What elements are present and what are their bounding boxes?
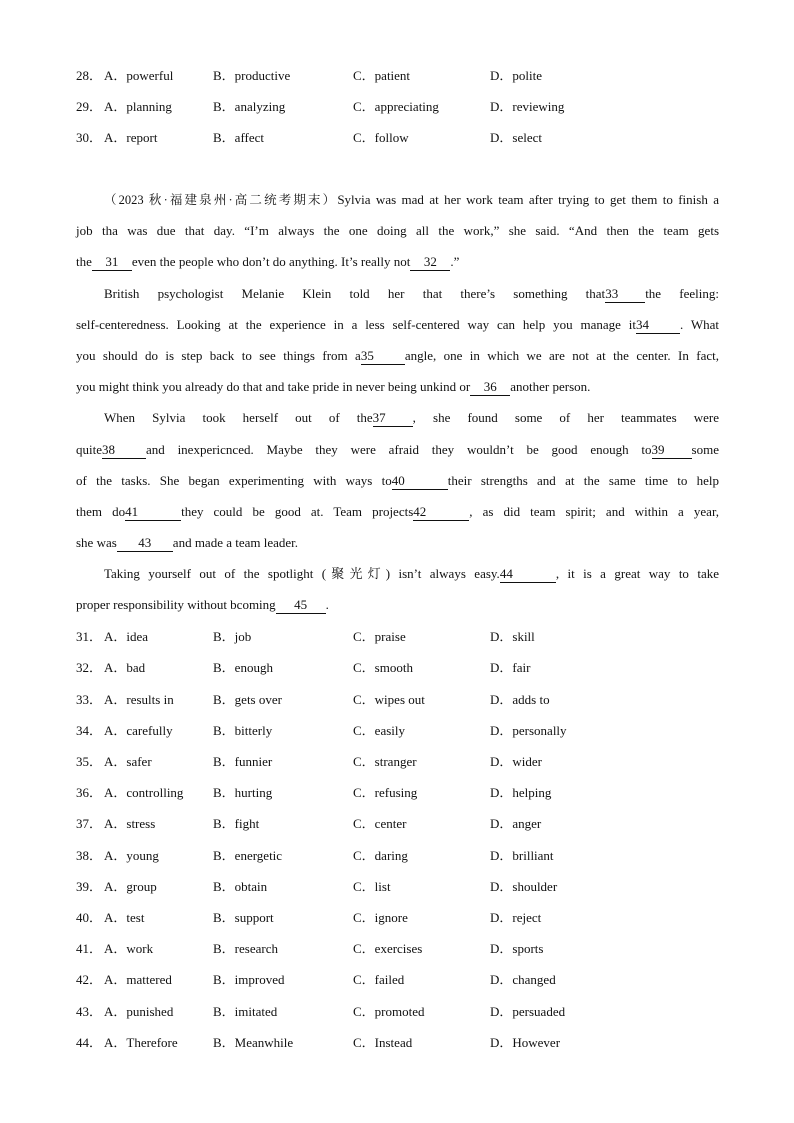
option-a: A．report bbox=[104, 130, 158, 145]
option-c: C．Instead bbox=[353, 1035, 413, 1050]
option-a: A．bad bbox=[104, 660, 146, 675]
option-b: B．productive bbox=[213, 68, 291, 83]
question-number: 36． bbox=[76, 785, 103, 800]
question-number: 28． bbox=[76, 68, 103, 83]
option-d: D．brilliant bbox=[490, 848, 554, 863]
blank-45: 45 bbox=[276, 597, 326, 614]
option-a: A．punished bbox=[104, 1004, 174, 1019]
blank-38: 38 bbox=[102, 442, 146, 459]
option-a: A．carefully bbox=[104, 723, 173, 738]
option-b: B．analyzing bbox=[213, 99, 286, 114]
question-number: 43． bbox=[76, 1004, 103, 1019]
option-c: C．promoted bbox=[353, 1004, 425, 1019]
option-b: B．bitterly bbox=[213, 723, 273, 738]
option-d: D．persuaded bbox=[490, 1004, 566, 1019]
option-c: C．follow bbox=[353, 130, 409, 145]
option-c: C．easily bbox=[353, 723, 405, 738]
option-b: B．hurting bbox=[213, 785, 273, 800]
passage-line: Taking yourself out of the spotlight (聚光灯) isn’t always easy.44 , it is a great way to take bbox=[104, 566, 719, 582]
blank-37: 37 bbox=[373, 410, 413, 427]
option-b: B．Meanwhile bbox=[213, 1035, 294, 1050]
question-number: 40． bbox=[76, 910, 103, 925]
passage-line: she was 43 and made a team leader. bbox=[76, 535, 299, 551]
option-d: D．shoulder bbox=[490, 879, 558, 894]
option-d: D．wider bbox=[490, 754, 542, 769]
option-d: D．reviewing bbox=[490, 99, 565, 114]
option-a: A．test bbox=[104, 910, 145, 925]
option-c: C．stranger bbox=[353, 754, 417, 769]
option-b: B．research bbox=[213, 941, 278, 956]
question-number: 37． bbox=[76, 816, 103, 831]
option-d: D．anger bbox=[490, 816, 542, 831]
option-b: B．improved bbox=[213, 972, 285, 987]
option-a: A．planning bbox=[104, 99, 172, 114]
blank-40: 40 bbox=[392, 473, 448, 490]
option-d: D．fair bbox=[490, 660, 531, 675]
option-d: D．polite bbox=[490, 68, 542, 83]
passage-line: the 31 even the people who don’t do anything. It’s really not 32 .” bbox=[76, 254, 460, 270]
passage-line: of the tasks. She began experimenting with ways to40 their strengths and at the same time to help bbox=[76, 472, 720, 488]
blank-39: 39 bbox=[652, 442, 692, 459]
question-number: 34． bbox=[76, 723, 103, 738]
question-number: 42． bbox=[76, 972, 103, 987]
option-c: C．exercises bbox=[353, 941, 423, 956]
option-d: D．select bbox=[490, 130, 542, 145]
source-label: （2023 秋·福建泉州·高二统考期末） bbox=[104, 193, 338, 207]
option-d: D．adds to bbox=[490, 692, 550, 707]
option-c: C．ignore bbox=[353, 910, 408, 925]
option-b: B．job bbox=[213, 629, 252, 644]
passage-line: you should do is step back to see things from a35 angle, one in which we are not at the center. In fact, bbox=[76, 347, 719, 363]
option-b: B．fight bbox=[213, 816, 260, 831]
blank-42: 42 bbox=[413, 504, 469, 521]
option-c: C．praise bbox=[353, 629, 406, 644]
cloze-passage bbox=[76, 189, 719, 626]
blank-31: 31 bbox=[92, 254, 132, 271]
option-d: D．helping bbox=[490, 785, 552, 800]
option-b: B．energetic bbox=[213, 848, 283, 863]
option-a: A．mattered bbox=[104, 972, 172, 987]
option-b: B．affect bbox=[213, 130, 265, 145]
passage-line: proper responsibility without bcoming 45 . bbox=[76, 597, 329, 613]
question-number: 44． bbox=[76, 1035, 103, 1050]
question-number: 35． bbox=[76, 754, 103, 769]
passage-line: you might think you already do that and take pride in never being unkind or 36 another person. bbox=[76, 379, 591, 395]
option-a: A．powerful bbox=[104, 68, 174, 83]
blank-34: 34 bbox=[636, 317, 680, 334]
option-c: C．center bbox=[353, 816, 407, 831]
blank-33: 33 bbox=[605, 286, 645, 303]
blank-43: 43 bbox=[117, 535, 173, 552]
option-d: D．reject bbox=[490, 910, 542, 925]
option-a: A．stress bbox=[104, 816, 156, 831]
option-a: A．idea bbox=[104, 629, 149, 644]
option-c: C．patient bbox=[353, 68, 411, 83]
option-b: B．imitated bbox=[213, 1004, 278, 1019]
passage-line: （2023 秋·福建泉州·高二统考期末）Sylvia was mad at her work team after trying to get them to finish a bbox=[104, 192, 719, 207]
option-a: A．group bbox=[104, 879, 157, 894]
passage-line: them do41 they could be good at. Team projects42 , as did team spirit; and within a year, bbox=[76, 503, 720, 519]
option-d: D．personally bbox=[490, 723, 567, 738]
blank-36: 36 bbox=[470, 379, 510, 396]
option-b: B．enough bbox=[213, 660, 273, 675]
option-d: D．changed bbox=[490, 972, 556, 987]
passage-line: British psychologist Melanie Klein told her that there’s something that33 the feeling: bbox=[104, 285, 719, 301]
option-a: A．controlling bbox=[104, 785, 184, 800]
option-d: D．sports bbox=[490, 941, 544, 956]
option-c: C．smooth bbox=[353, 660, 413, 675]
option-a: A．work bbox=[104, 941, 154, 956]
blank-41: 41 bbox=[125, 504, 181, 521]
question-number: 41． bbox=[76, 941, 103, 956]
question-number: 32． bbox=[76, 660, 103, 675]
question-number: 30． bbox=[76, 130, 103, 145]
option-a: A．safer bbox=[104, 754, 152, 769]
option-c: C．daring bbox=[353, 848, 408, 863]
option-b: B．obtain bbox=[213, 879, 268, 894]
option-c: C．failed bbox=[353, 972, 405, 987]
option-a: A．young bbox=[104, 848, 159, 863]
passage-line: quite38 and inexpericnced. Maybe they were afraid they wouldn’t be good enough to39 some bbox=[76, 441, 719, 457]
passage-line: self-centeredness. Looking at the experience in a less self-centered way can help you manage it34 . What bbox=[76, 316, 720, 332]
option-c: C．list bbox=[353, 879, 391, 894]
blank-32: 32 bbox=[410, 254, 450, 271]
option-b: B．support bbox=[213, 910, 274, 925]
option-d: D．skill bbox=[490, 629, 535, 644]
question-number: 29． bbox=[76, 99, 103, 114]
option-a: A．results in bbox=[104, 692, 174, 707]
option-c: C．wipes out bbox=[353, 692, 425, 707]
option-a: A．Therefore bbox=[104, 1035, 178, 1050]
option-b: B．funnier bbox=[213, 754, 273, 769]
option-c: C．refusing bbox=[353, 785, 418, 800]
question-number: 38． bbox=[76, 848, 103, 863]
question-number: 31． bbox=[76, 629, 103, 644]
option-b: B．gets over bbox=[213, 692, 282, 707]
option-d: D．However bbox=[490, 1035, 561, 1050]
question-number: 33． bbox=[76, 692, 103, 707]
passage-line: job tha was due that day. “I’m always the one doing all the work,” she said. “And then the team gets bbox=[76, 223, 719, 239]
passage-line: When Sylvia took herself out of the37 , she found some of her teammates were bbox=[104, 410, 719, 426]
option-c: C．appreciating bbox=[353, 99, 439, 114]
question-number: 39． bbox=[76, 879, 103, 894]
blank-35: 35 bbox=[361, 348, 405, 365]
blank-44: 44 bbox=[500, 566, 556, 583]
